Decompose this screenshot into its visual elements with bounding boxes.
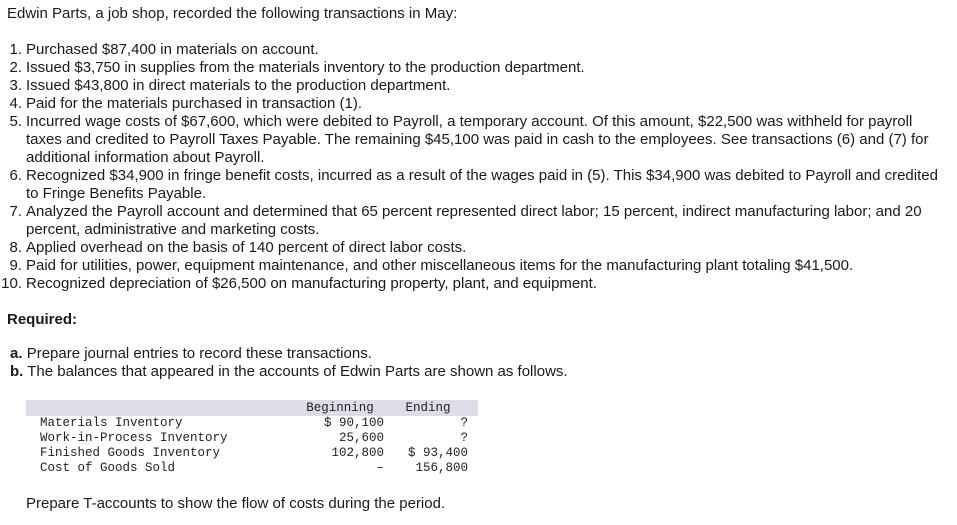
transaction-item [9,95,948,113]
beginning-balance: 25,600 [338,431,384,445]
transaction-item [9,239,948,257]
transaction-number: 2. [9,59,22,76]
beginning-balance: $ 90,100 [323,416,384,430]
transaction-number: 3. [9,77,22,94]
column-header-beginning: Beginning [306,400,374,415]
transaction-number: 5. [9,113,22,130]
part-text: Prepare journal entries to record these transactions. [26,345,372,362]
balance-table [26,400,478,476]
transaction-text: Issued $3,750 in supplies from the materials inventory to the production department. [26,59,585,76]
ending-balance: 156,800 [415,461,468,475]
transaction-item [9,167,948,203]
column-header-account [26,400,296,416]
transaction-item [9,203,948,239]
part-text: The balances that appeared in the accounts of Edwin Parts are shown as follows. [27,363,568,380]
account-name: Materials Inventory [40,416,183,430]
final-instruction: Prepare T-accounts to show the flow of costs during the period. [26,495,446,512]
beginning-balance: 102,800 [331,446,384,460]
transaction-text: Recognized $34,900 in fringe benefit costs, incurred as a result of the wages paid in (5). This $34,900 was debited to Payroll and credited to Fringe Benefits Payable. [26,167,938,202]
transaction-number: 7. [9,203,22,220]
table-header-row [26,400,478,416]
transaction-number: 6. [9,167,22,184]
transaction-item [9,59,948,77]
balance-table-container [26,400,478,476]
transaction-number: 9. [9,257,22,274]
transaction-list [1,41,948,293]
transaction-text: Incurred wage costs of $67,600, which were debited to Payroll, a temporary account. Of this amount, $22,500 was withheld for payroll taxes and credited to Payroll Taxes Payable. The remaining $45,100 was paid in cash to the employees. See transactions (6) and (7) for additional information about Payroll. [26,113,929,166]
transaction-item [9,113,948,167]
transaction-text: Paid for the materials purchased in transaction (1). [26,95,362,112]
transaction-item [1,275,948,293]
transaction-item [9,257,948,275]
table-row [26,416,478,431]
ending-balance: ? [460,416,468,430]
transaction-item [9,77,948,95]
beginning-balance: – [376,461,384,475]
transaction-text: Paid for utilities, power, equipment maintenance, and other miscellaneous items for the manufacturing plant totaling $41,500. [26,257,854,274]
ending-balance: $ 93,400 [407,446,468,460]
table-row [26,461,478,476]
part-a [10,345,568,363]
transaction-text: Recognized depreciation of $26,500 on manufacturing property, plant, and equipment. [26,275,597,292]
transaction-text: Applied overhead on the basis of 140 percent of direct labor costs. [26,239,467,256]
transaction-text: Purchased $87,400 in materials on account. [26,41,319,58]
part-label: a. [10,345,23,362]
account-name: Finished Goods Inventory [40,446,221,460]
transaction-number: 8. [9,239,22,256]
required-parts [10,345,568,381]
transaction-number: 4. [9,95,22,112]
transaction-text: Analyzed the Payroll account and determined that 65 percent represented direct labor; 15 percent, indirect manufacturing labor; and 20 percent, administrative and marketing costs. [26,203,922,238]
column-header-ending: Ending [405,400,451,415]
transaction-item [9,41,948,59]
table-row [26,446,478,461]
table-row [26,431,478,446]
ending-balance: ? [460,431,468,445]
required-heading: Required: [7,311,78,328]
intro-text: Edwin Parts, a job shop, recorded the following transactions in May: [7,5,458,22]
transaction-text: Issued $43,800 in direct materials to the production department. [26,77,451,94]
transaction-number: 10. [1,275,22,292]
part-label: b. [10,363,24,380]
account-name: Cost of Goods Sold [40,461,176,475]
transaction-number: 1. [9,41,22,58]
part-b [10,363,568,381]
account-name: Work-in-Process Inventory [40,431,228,445]
